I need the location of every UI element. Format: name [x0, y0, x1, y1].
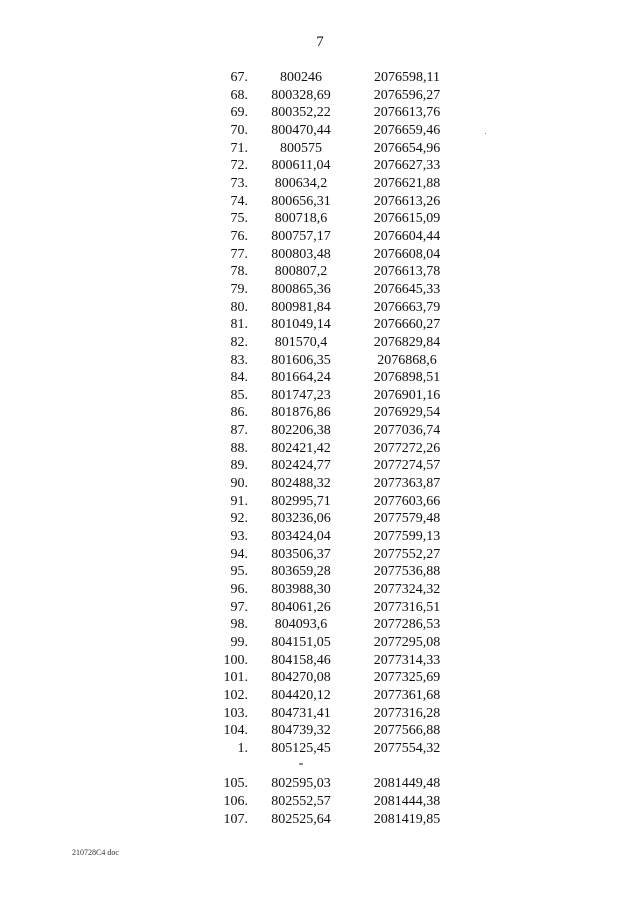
- x-coordinate: 803988,30: [271, 582, 331, 598]
- y-coordinate: 2076608,04: [373, 246, 441, 262]
- y-coordinate: 2077295,08: [373, 635, 441, 650]
- point-number: 79.: [230, 281, 248, 297]
- x-coordinate: 800470,44: [271, 122, 331, 138]
- y-coordinate: 2077536,88: [373, 564, 441, 580]
- point-number: 90.: [230, 476, 248, 492]
- x-coordinate: 800807,2: [274, 264, 328, 280]
- x-coordinate: 800352,22: [271, 105, 331, 121]
- x-coordinate: 800718,6: [274, 211, 328, 227]
- page-number: 7: [316, 34, 324, 50]
- x-coordinate: 800328,69: [271, 87, 331, 103]
- table-row: [200, 263, 460, 281]
- x-coordinate: 802995,71: [271, 493, 331, 509]
- x-coordinate: 804151,05: [271, 635, 331, 650]
- table-row: [200, 104, 460, 122]
- point-number: 98.: [230, 617, 248, 633]
- x-coordinate: 800803,48: [271, 246, 331, 262]
- x-coordinate: 802424,77: [271, 458, 331, 474]
- y-coordinate: 2077286,53: [373, 617, 441, 633]
- x-coordinate: 804739,32: [271, 723, 331, 739]
- x-coordinate: 800865,36: [271, 281, 331, 297]
- table-row: [200, 122, 460, 140]
- y-coordinate: 2076654,96: [373, 140, 441, 156]
- table-row: [200, 316, 460, 334]
- table-row: [200, 599, 460, 617]
- table-row: [200, 299, 460, 317]
- x-coordinate: 803506,37: [271, 546, 331, 562]
- point-number: 106.: [223, 793, 248, 809]
- point-number: 81.: [230, 317, 248, 333]
- y-coordinate: 2076613,76: [373, 105, 441, 121]
- table-row: [200, 87, 460, 105]
- y-coordinate: 2076613,78: [373, 264, 441, 280]
- x-coordinate: 802488,32: [271, 476, 331, 492]
- point-number: 95.: [230, 564, 248, 580]
- point-number: 97.: [230, 599, 248, 615]
- y-coordinate: 2077272,26: [373, 440, 441, 456]
- point-number: 71.: [230, 140, 248, 156]
- table-row: [200, 669, 460, 687]
- point-number: 86.: [230, 405, 248, 421]
- table-row: [200, 387, 460, 405]
- x-coordinate: 802552,57: [271, 793, 331, 809]
- table-row: [200, 793, 460, 811]
- x-coordinate: 800757,17: [271, 228, 331, 244]
- x-coordinate: 801570,4: [274, 334, 328, 350]
- x-coordinate: 801664,24: [271, 370, 331, 386]
- y-coordinate: 2077314,33: [373, 652, 441, 668]
- table-row: [200, 634, 460, 652]
- table-row: [200, 740, 460, 758]
- point-number: 92.: [230, 511, 248, 527]
- point-number: 67.: [230, 70, 248, 85]
- table-row: [200, 510, 460, 528]
- table-row: [200, 352, 460, 370]
- x-coordinate: 800246: [280, 70, 322, 85]
- x-coordinate: 801049,14: [271, 317, 331, 333]
- x-coordinate: 805125,45: [271, 740, 331, 756]
- point-number: 84.: [230, 370, 248, 386]
- table-row: [200, 811, 460, 829]
- point-number: 101.: [223, 670, 248, 686]
- point-number: 78.: [230, 264, 248, 280]
- point-number: 83.: [230, 352, 248, 368]
- table-row: [200, 528, 460, 546]
- x-coordinate: 803424,04: [271, 529, 331, 545]
- y-coordinate: 2077325,69: [373, 670, 441, 686]
- x-coordinate: 802421,42: [271, 440, 331, 456]
- point-number: 102.: [223, 687, 248, 703]
- table-row: [200, 210, 460, 228]
- table-row: [200, 404, 460, 422]
- y-coordinate: 2077566,88: [373, 723, 441, 739]
- point-number: 76.: [230, 228, 248, 244]
- y-coordinate: 2076645,33: [373, 281, 441, 297]
- x-coordinate: 804731,41: [271, 705, 331, 721]
- x-coordinate: 803659,28: [271, 564, 331, 580]
- x-coordinate: 804158,46: [271, 652, 331, 668]
- y-coordinate: 2076613,26: [373, 193, 441, 209]
- y-coordinate: 2077554,32: [373, 740, 441, 756]
- separator-row: [200, 758, 460, 776]
- table-row: [200, 705, 460, 723]
- coordinates-table-body: [200, 69, 460, 828]
- point-number: 70.: [230, 122, 248, 138]
- separator-dash: -: [298, 755, 304, 771]
- point-number: 93.: [230, 529, 248, 545]
- x-coordinate: 802206,38: [271, 423, 331, 439]
- point-number: 80.: [230, 299, 248, 315]
- point-number: 105.: [223, 776, 248, 792]
- separator-empty-cell: [354, 758, 460, 776]
- y-coordinate: 2076596,27: [373, 87, 441, 103]
- y-coordinate: 2077603,66: [373, 493, 441, 509]
- table-row: [200, 246, 460, 264]
- y-coordinate: 2077316,28: [373, 705, 441, 721]
- x-coordinate: 802525,64: [271, 811, 331, 827]
- table-row: [200, 563, 460, 581]
- x-coordinate: 804093,6: [274, 617, 328, 633]
- point-number: 85.: [230, 387, 248, 403]
- table-row: [200, 193, 460, 211]
- x-coordinate: 802595,03: [271, 776, 331, 792]
- y-coordinate: 2076660,27: [373, 317, 441, 333]
- table-row: [200, 334, 460, 352]
- point-number: 72.: [230, 158, 248, 174]
- x-coordinate: 800981,84: [271, 299, 331, 315]
- x-coordinate: 800575: [280, 140, 322, 156]
- y-coordinate: 2077363,87: [373, 476, 441, 492]
- y-coordinate: 2076604,44: [373, 228, 441, 244]
- coordinates-table: [200, 69, 460, 828]
- y-coordinate: 2076627,33: [373, 158, 441, 174]
- point-number: 89.: [230, 458, 248, 474]
- point-number: 69.: [230, 105, 248, 121]
- y-coordinate: 2076898,51: [373, 370, 441, 386]
- separator-empty-cell: [200, 758, 248, 776]
- x-coordinate: 804420,12: [271, 687, 331, 703]
- y-coordinate: 2077316,51: [373, 599, 441, 615]
- table-row: [200, 581, 460, 599]
- y-coordinate: 2076621,88: [373, 175, 441, 191]
- table-row: [200, 457, 460, 475]
- y-coordinate: 2076615,09: [373, 211, 441, 227]
- table-row: [200, 369, 460, 387]
- y-coordinate: 2076598,11: [374, 70, 440, 85]
- x-coordinate: 801876,86: [271, 405, 331, 421]
- table-row: [200, 722, 460, 740]
- point-number: 103.: [223, 705, 248, 721]
- point-number: 82.: [230, 334, 248, 350]
- y-coordinate: 2081419,85: [373, 811, 441, 827]
- x-coordinate: 800634,2: [274, 175, 328, 191]
- x-coordinate: 803236,06: [271, 511, 331, 527]
- point-number: 73.: [230, 175, 248, 191]
- table-row: [200, 775, 460, 793]
- point-number: 94.: [230, 546, 248, 562]
- y-coordinate: 2081444,38: [373, 793, 441, 809]
- table-row: [200, 687, 460, 705]
- table-row: [200, 281, 460, 299]
- point-number: 74.: [230, 193, 248, 209]
- point-number: 77.: [230, 246, 248, 262]
- y-coordinate: 2076901,16: [373, 387, 441, 403]
- point-number: 104.: [223, 723, 248, 739]
- point-number: 99.: [230, 635, 248, 650]
- table-row: [200, 228, 460, 246]
- table-row: [200, 652, 460, 670]
- table-row: [200, 157, 460, 175]
- point-number: 100.: [223, 652, 248, 668]
- x-coordinate: 800656,31: [271, 193, 331, 209]
- table-row: [200, 69, 460, 87]
- table-row: [200, 422, 460, 440]
- table-row: [200, 493, 460, 511]
- y-coordinate: 2076829,84: [373, 334, 441, 350]
- point-number: 88.: [230, 440, 248, 456]
- x-coordinate: 801747,23: [271, 387, 331, 403]
- y-coordinate: 2077036,74: [373, 423, 441, 439]
- table-row: [200, 440, 460, 458]
- point-number: 1.: [237, 740, 248, 756]
- point-number: 91.: [230, 493, 248, 509]
- y-coordinate: 2081449,48: [373, 776, 441, 792]
- table-row: [200, 546, 460, 564]
- point-number: 107.: [223, 811, 248, 827]
- y-coordinate: 2077274,57: [373, 458, 441, 474]
- y-coordinate: 2076663,79: [373, 299, 441, 315]
- point-number: 87.: [230, 423, 248, 439]
- y-coordinate: 2077324,32: [373, 582, 441, 598]
- table-row: [200, 616, 460, 634]
- table-row: [200, 475, 460, 493]
- y-coordinate: 2077579,48: [373, 511, 441, 527]
- y-coordinate: 2077361,68: [373, 687, 441, 703]
- x-coordinate: 804061,26: [271, 599, 331, 615]
- y-coordinate: 2076929,54: [373, 405, 441, 421]
- point-number: 96.: [230, 582, 248, 598]
- x-coordinate: 804270,08: [271, 670, 331, 686]
- document-footer-code: 210728C4 doc: [72, 848, 119, 857]
- y-coordinate: 2076659,46: [373, 122, 441, 138]
- table-row: [200, 140, 460, 158]
- scan-speck: [485, 133, 486, 134]
- point-number: 68.: [230, 87, 248, 103]
- y-coordinate: 2076868,6: [377, 352, 437, 368]
- x-coordinate: 801606,35: [271, 352, 331, 368]
- y-coordinate: 2077552,27: [373, 546, 441, 562]
- point-number: 75.: [230, 211, 248, 227]
- y-coordinate: 2077599,13: [373, 529, 441, 545]
- table-row: [200, 175, 460, 193]
- x-coordinate: 800611,04: [271, 158, 331, 174]
